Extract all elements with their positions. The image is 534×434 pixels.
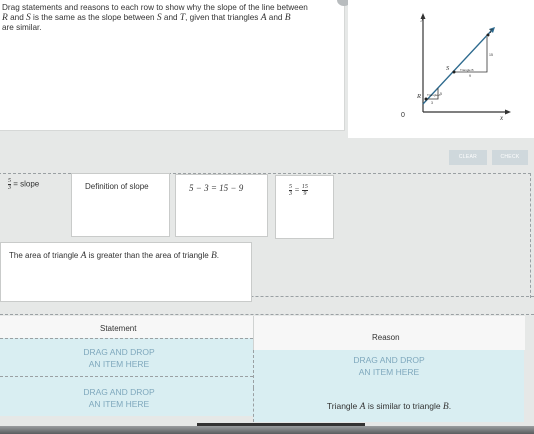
statement-drop-zone-1[interactable]: DRAG AND DROP AN ITEM HERE <box>0 338 253 376</box>
triangle-b-horizontal-label: 9 <box>469 74 471 78</box>
triangle-a-label: Triangle A <box>427 93 441 97</box>
instructions-text <box>2 3 338 33</box>
triangle-b <box>454 37 487 72</box>
tile-4-equals: = <box>294 185 300 195</box>
reason-drop-zone-1[interactable]: DRAG AND DROP AN ITEM HERE <box>253 350 524 388</box>
reason-cell-2[interactable]: Triangle A is similar to triangle B. <box>253 388 524 422</box>
tile-4-right-fraction: $\frac{15}{9}$ <box>301 184 308 197</box>
tile-definition-of-slope[interactable] <box>71 173 170 237</box>
triangle-b-vertical-label: 15 <box>489 53 493 57</box>
tile-5-text: The area of triangle A is greater than the area of triangle B. <box>9 251 219 261</box>
point-t-label: T <box>489 28 493 35</box>
instructions-line-2: R and S is the same as the slope between S and T, given that triangles A and B <box>2 13 291 23</box>
x-axis-label: x <box>500 114 504 122</box>
x-axis-arrow <box>505 110 511 115</box>
statement-header: Statement <box>100 324 137 333</box>
reason-header: Reason <box>372 333 400 342</box>
point-r-label: R <box>417 93 421 100</box>
proof-table <box>0 316 524 434</box>
answer-bank-divider-2 <box>0 314 534 315</box>
statement-drop-zone-2[interactable]: DRAG AND DROP AN ITEM HERE <box>0 376 253 416</box>
tile-fraction-equals-slope[interactable] <box>0 173 66 201</box>
tile-area-statement[interactable] <box>0 242 252 302</box>
tile-2-text: Definition of slope <box>85 182 149 191</box>
tile-3-text: 5 − 3 = 15 − 9 <box>189 183 244 193</box>
check-button[interactable]: CHECK <box>492 150 528 165</box>
reason-header-cell <box>253 316 525 350</box>
triangle-a-horizontal-label: 3 <box>431 101 433 105</box>
tile-4-left-fraction: $\frac{5}{3}$ <box>289 184 292 197</box>
bottom-shadow <box>0 426 534 434</box>
triangle-b-label: Triangle B <box>460 68 474 72</box>
tile-1-fraction: $\frac{5}{3}$ <box>8 178 11 191</box>
instructions-line-1: Drag statements and reasons to each row to show why the slope of the line between <box>2 3 308 12</box>
y-axis-label: y <box>421 14 425 22</box>
tile-subtraction-equation[interactable] <box>175 174 268 237</box>
point-s <box>453 71 456 74</box>
clear-button[interactable]: CLEAR <box>449 150 487 165</box>
instructions-line-3: are similar. <box>2 23 42 32</box>
triangle-a-vertical-label: 5 <box>440 92 442 96</box>
tile-fraction-equation[interactable] <box>275 175 334 239</box>
point-r <box>425 98 428 101</box>
tile-1-text: = slope <box>11 179 40 189</box>
origin-label: 0 <box>401 112 405 119</box>
coordinate-graph <box>388 8 518 123</box>
point-s-label: S <box>446 65 450 72</box>
